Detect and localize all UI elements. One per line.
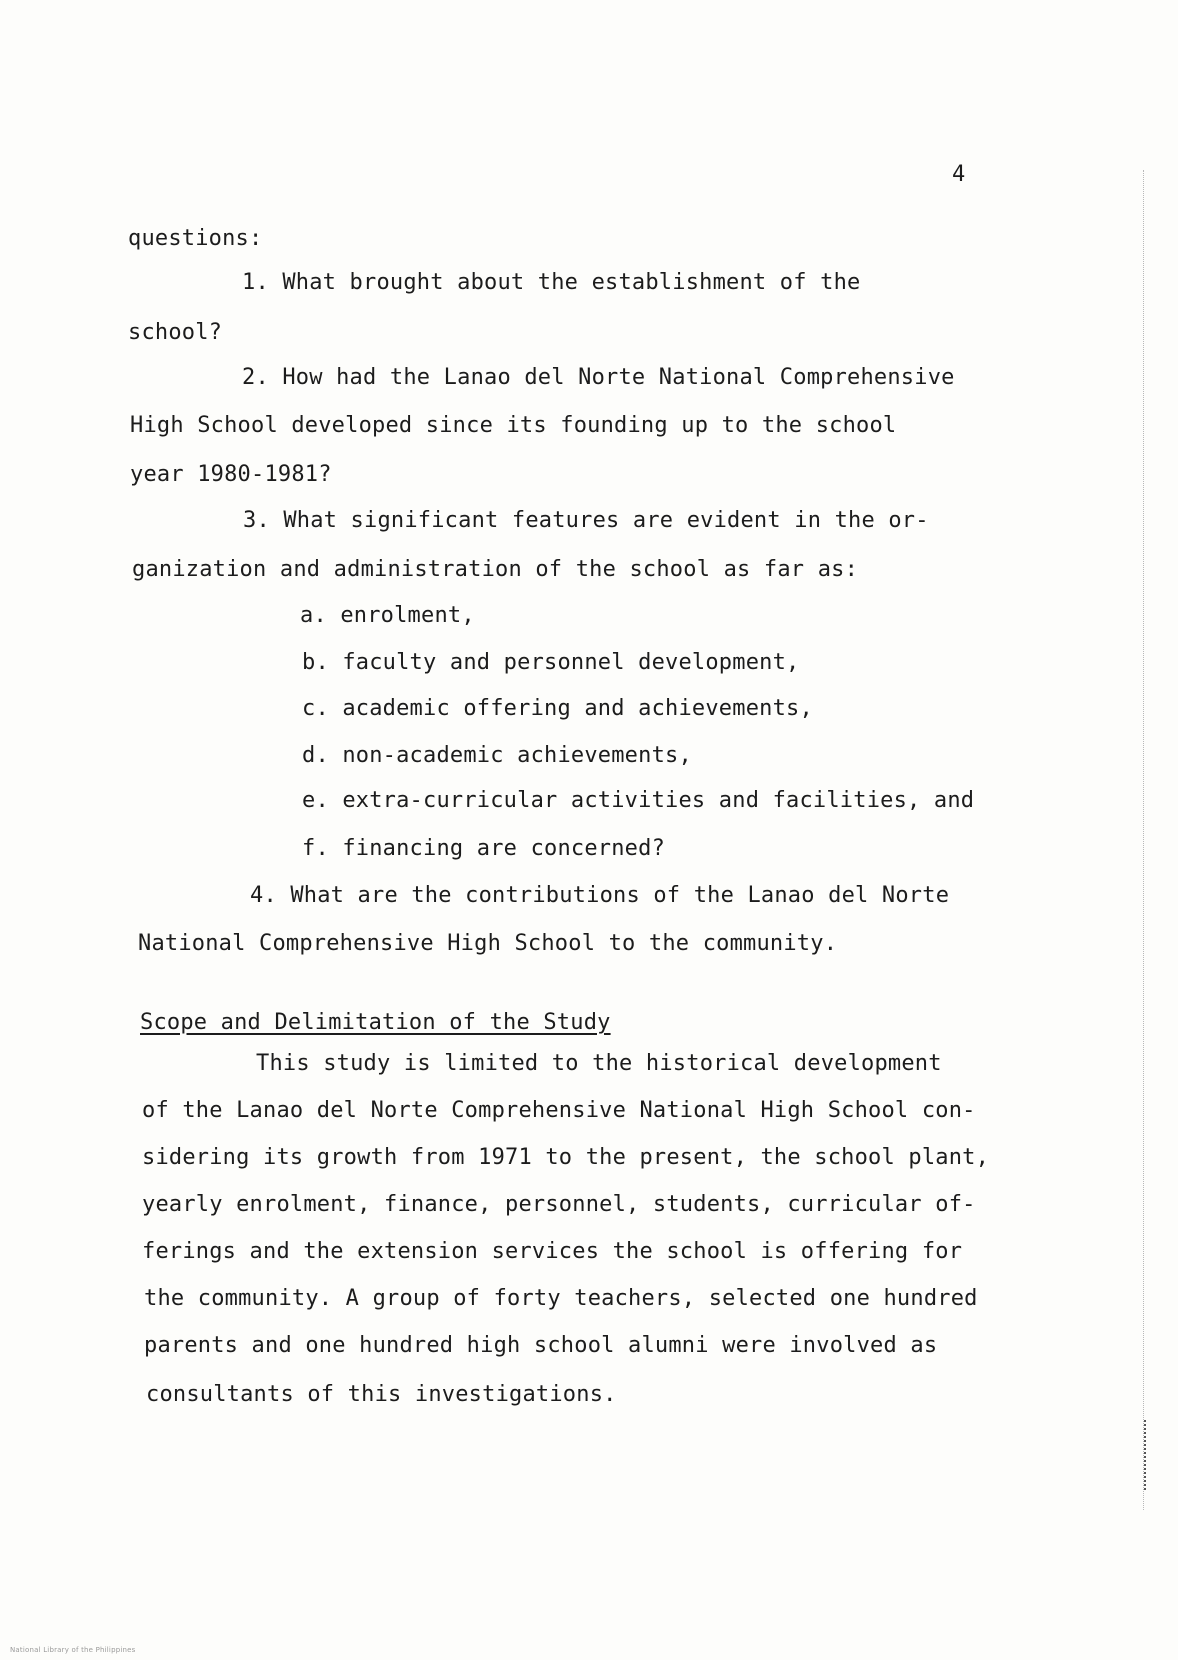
scan-edge-marks bbox=[1143, 170, 1146, 1510]
sub-item-f: f. financing are concerned? bbox=[302, 836, 666, 861]
question-item-3: 3. What significant features are evident in the or- bbox=[243, 508, 929, 533]
paragraph-line: of the Lanao del Norte Comprehensive National High School con- bbox=[142, 1098, 976, 1123]
sub-item-e: e. extra-curricular activities and facilities, and bbox=[302, 788, 975, 813]
sub-item-d: d. non-academic achievements, bbox=[302, 743, 692, 768]
page-number: 4 bbox=[952, 162, 966, 187]
text-line: questions: bbox=[128, 226, 263, 251]
scan-edge-mark-dark bbox=[1144, 1420, 1148, 1490]
question-item-2: 2. How had the Lanao del Norte National Comprehensive bbox=[242, 365, 955, 390]
sub-item-a: a. enrolment, bbox=[300, 603, 475, 628]
sub-item-b: b. faculty and personnel development, bbox=[302, 650, 800, 675]
text-line: High School developed since its founding up to the school bbox=[130, 413, 897, 438]
paragraph-line: ferings and the extension services the school is offering for bbox=[142, 1239, 963, 1264]
text-line: school? bbox=[128, 320, 223, 345]
question-item-4: 4. What are the contributions of the Lanao del Norte bbox=[250, 883, 950, 908]
text-line: ganization and administration of the school as far as: bbox=[132, 557, 859, 582]
paragraph-line: consultants of this investigations. bbox=[146, 1382, 617, 1407]
paragraph-line: yearly enrolment, finance, personnel, students, curricular of- bbox=[142, 1192, 976, 1217]
paragraph-line: the community. A group of forty teachers, selected one hundred bbox=[144, 1286, 978, 1311]
section-heading: Scope and Delimitation of the Study bbox=[140, 1010, 611, 1035]
sub-item-c: c. academic offering and achievements, bbox=[302, 696, 813, 721]
question-item-1: 1. What brought about the establishment of the bbox=[242, 270, 861, 295]
paragraph-line: sidering its growth from 1971 to the present, the school plant, bbox=[142, 1145, 990, 1170]
text-line: year 1980-1981? bbox=[130, 462, 332, 487]
archive-footer-stamp: National Library of the Philippines bbox=[10, 1646, 136, 1654]
text-line: National Comprehensive High School to the community. bbox=[138, 931, 838, 956]
paragraph-line: This study is limited to the historical development bbox=[256, 1051, 942, 1076]
paragraph-line: parents and one hundred high school alumni were involved as bbox=[144, 1333, 938, 1358]
